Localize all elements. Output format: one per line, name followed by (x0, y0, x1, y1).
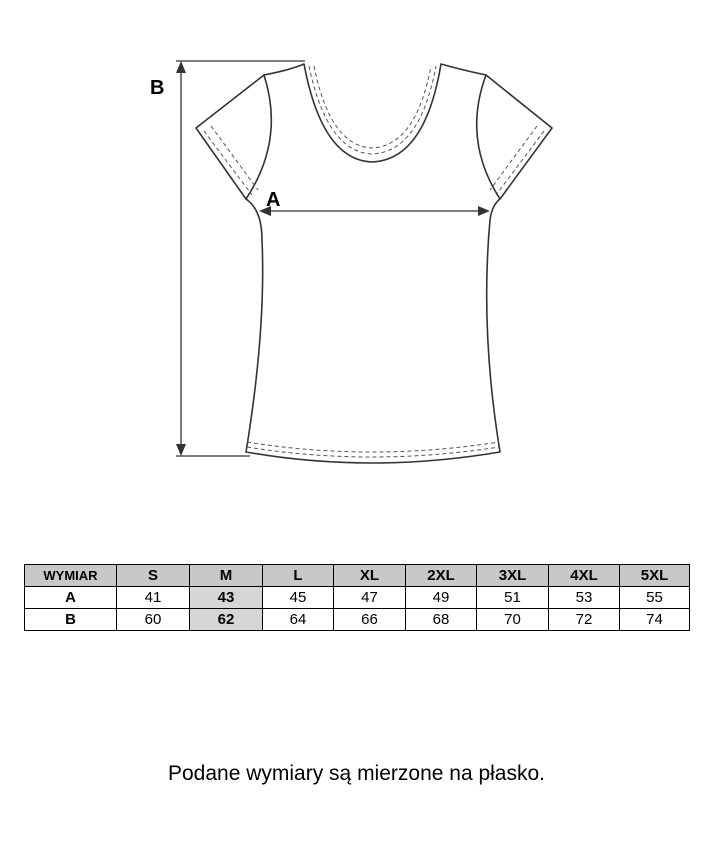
size-table (24, 564, 690, 631)
table-cell-highlighted: 43 (190, 587, 263, 609)
neckline-stitch (309, 66, 436, 154)
table-cell: 45 (263, 587, 334, 609)
table-cell: 41 (117, 587, 190, 609)
table-row (25, 587, 690, 609)
header-cell: 4XL (549, 565, 620, 587)
tshirt-outline (196, 64, 552, 463)
table-cell: 60 (117, 609, 190, 631)
table-cell: 51 (477, 587, 549, 609)
table-cell: 49 (406, 587, 477, 609)
table-header-row (25, 565, 690, 587)
left-sleeve-hem-stitch (204, 131, 252, 195)
b-arrow-bottom (176, 444, 186, 456)
bottom-hem-stitch (247, 442, 499, 452)
header-cell: 3XL (477, 565, 549, 587)
table-row (25, 609, 690, 631)
header-cell: 2XL (406, 565, 477, 587)
table-cell: 55 (620, 587, 690, 609)
table-cell: 68 (406, 609, 477, 631)
header-cell: WYMIAR (25, 565, 117, 587)
header-cell: S (117, 565, 190, 587)
row-label-cell: B (25, 609, 117, 631)
table-cell: 72 (549, 609, 620, 631)
neckline-stitch-inner (314, 66, 431, 148)
header-cell: 5XL (620, 565, 690, 587)
table-cell: 47 (334, 587, 406, 609)
b-arrow-top (176, 61, 186, 73)
measurement-label-a: A (266, 189, 281, 211)
left-armhole-seam (246, 75, 271, 199)
table-cell: 64 (263, 609, 334, 631)
table-cell: 74 (620, 609, 690, 631)
header-cell: L (263, 565, 334, 587)
table-cell: 53 (549, 587, 620, 609)
row-label-cell: A (25, 587, 117, 609)
table-cell: 66 (334, 609, 406, 631)
table-cell: 70 (477, 609, 549, 631)
measurement-label-b: B (150, 77, 165, 99)
a-arrow-right (478, 206, 490, 216)
header-cell: XL (334, 565, 406, 587)
table-cell-highlighted: 62 (190, 609, 263, 631)
right-armhole-seam (477, 75, 500, 199)
measurement-footnote: Podane wymiary są mierzone na płasko. (167, 762, 545, 785)
right-sleeve-hem-stitch (496, 131, 544, 195)
header-cell: M (190, 565, 263, 587)
